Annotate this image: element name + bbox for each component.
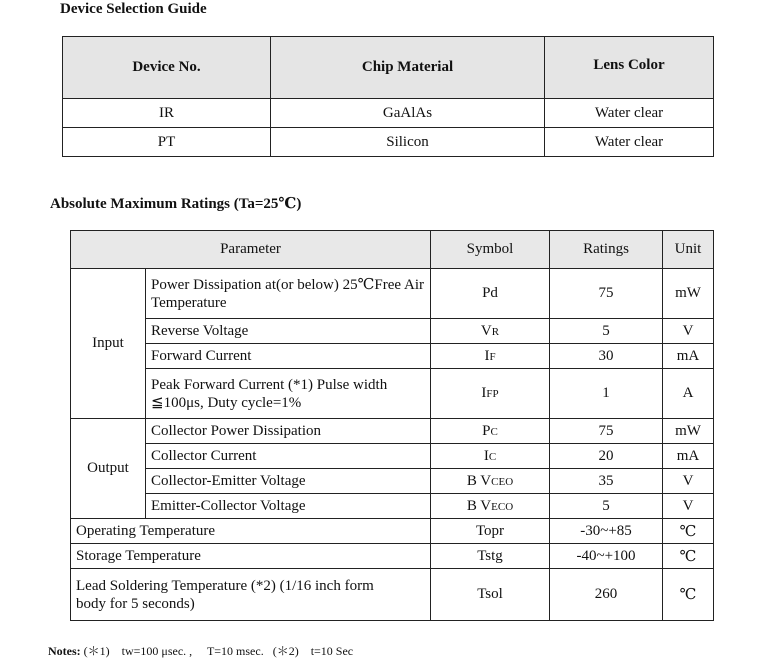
cell-rating: -30~+85 — [550, 519, 663, 544]
cell-rating: 1 — [550, 369, 663, 419]
cell-rating: 20 — [550, 444, 663, 469]
table-row — [71, 444, 714, 469]
cell-unit: mA — [663, 444, 714, 469]
cell-material: GaAlAs — [271, 99, 545, 128]
cell-symbol: Pd — [431, 269, 550, 319]
notes — [48, 642, 353, 659]
absolute-max-ratings-title: Absolute Maximum Ratings (Ta=25℃) — [50, 196, 302, 212]
cell-unit: ℃ — [663, 569, 714, 621]
cell-parameter: Collector Current — [146, 444, 431, 469]
notes-text: (＊1) tw=100 μsec. , T=10 msec. (＊2) t=10 Sec — [80, 644, 354, 658]
table-row — [71, 419, 714, 444]
cell-rating: 5 — [550, 494, 663, 519]
cell-symbol: B VECO — [431, 494, 550, 519]
cell-unit: V — [663, 494, 714, 519]
cell-symbol: Tsol — [431, 569, 550, 621]
table-row — [71, 519, 714, 544]
header-chip-material: Chip Material — [271, 37, 545, 99]
table-row — [71, 544, 714, 569]
table-row — [63, 128, 714, 157]
cell-unit: mW — [663, 419, 714, 444]
group-input-label: Input — [71, 269, 146, 419]
group-output-label: Output — [71, 419, 146, 519]
header-lens-color: Lens Color — [545, 37, 714, 99]
cell-symbol: PC — [431, 419, 550, 444]
cell-symbol: Topr — [431, 519, 550, 544]
cell-parameter: Operating Temperature — [71, 519, 431, 544]
header-parameter: Parameter — [71, 231, 431, 269]
cell-material: Silicon — [271, 128, 545, 157]
table-row — [63, 99, 714, 128]
table-row — [71, 344, 714, 369]
table-row — [71, 369, 714, 419]
table-header-row — [71, 231, 714, 269]
cell-parameter: Lead Soldering Temperature (*2) (1/16 inch form body for 5 seconds) — [71, 569, 431, 621]
cell-unit: ℃ — [663, 519, 714, 544]
cell-parameter: Peak Forward Current (*1) Pulse width ≦100μs, Duty cycle=1% — [146, 369, 431, 419]
header-unit: Unit — [663, 231, 714, 269]
cell-symbol: Tstg — [431, 544, 550, 569]
header-ratings: Ratings — [550, 231, 663, 269]
cell-unit: mW — [663, 269, 714, 319]
cell-lens: Water clear — [545, 128, 714, 157]
notes-label: Notes: — [48, 644, 81, 658]
table-row — [71, 469, 714, 494]
cell-symbol: IC — [431, 444, 550, 469]
cell-symbol: B VCEO — [431, 469, 550, 494]
table-row — [71, 319, 714, 344]
cell-device: PT — [63, 128, 271, 157]
device-selection-table — [62, 36, 714, 157]
table-header-row — [63, 37, 714, 99]
cell-parameter: Storage Temperature — [71, 544, 431, 569]
cell-lens: Water clear — [545, 99, 714, 128]
table-row — [71, 494, 714, 519]
table-row — [71, 269, 714, 319]
cell-rating: 35 — [550, 469, 663, 494]
absolute-max-ratings-table — [70, 230, 714, 621]
cell-rating: 75 — [550, 419, 663, 444]
device-selection-title: Device Selection Guide — [60, 1, 207, 17]
cell-symbol: VR — [431, 319, 550, 344]
cell-unit: ℃ — [663, 544, 714, 569]
table-row — [71, 569, 714, 621]
cell-unit: A — [663, 369, 714, 419]
cell-rating: 75 — [550, 269, 663, 319]
cell-parameter: Power Dissipation at(or below) 25℃Free Air Temperature — [146, 269, 431, 319]
cell-unit: mA — [663, 344, 714, 369]
cell-rating: 30 — [550, 344, 663, 369]
cell-parameter: Forward Current — [146, 344, 431, 369]
cell-rating: 260 — [550, 569, 663, 621]
cell-symbol: IFP — [431, 369, 550, 419]
cell-unit: V — [663, 319, 714, 344]
cell-rating: 5 — [550, 319, 663, 344]
cell-parameter: Collector Power Dissipation — [146, 419, 431, 444]
cell-unit: V — [663, 469, 714, 494]
header-device-no: Device No. — [63, 37, 271, 99]
cell-rating: -40~+100 — [550, 544, 663, 569]
cell-parameter: Reverse Voltage — [146, 319, 431, 344]
cell-parameter: Collector-Emitter Voltage — [146, 469, 431, 494]
cell-symbol: IF — [431, 344, 550, 369]
cell-device: IR — [63, 99, 271, 128]
cell-parameter: Emitter-Collector Voltage — [146, 494, 431, 519]
header-symbol: Symbol — [431, 231, 550, 269]
